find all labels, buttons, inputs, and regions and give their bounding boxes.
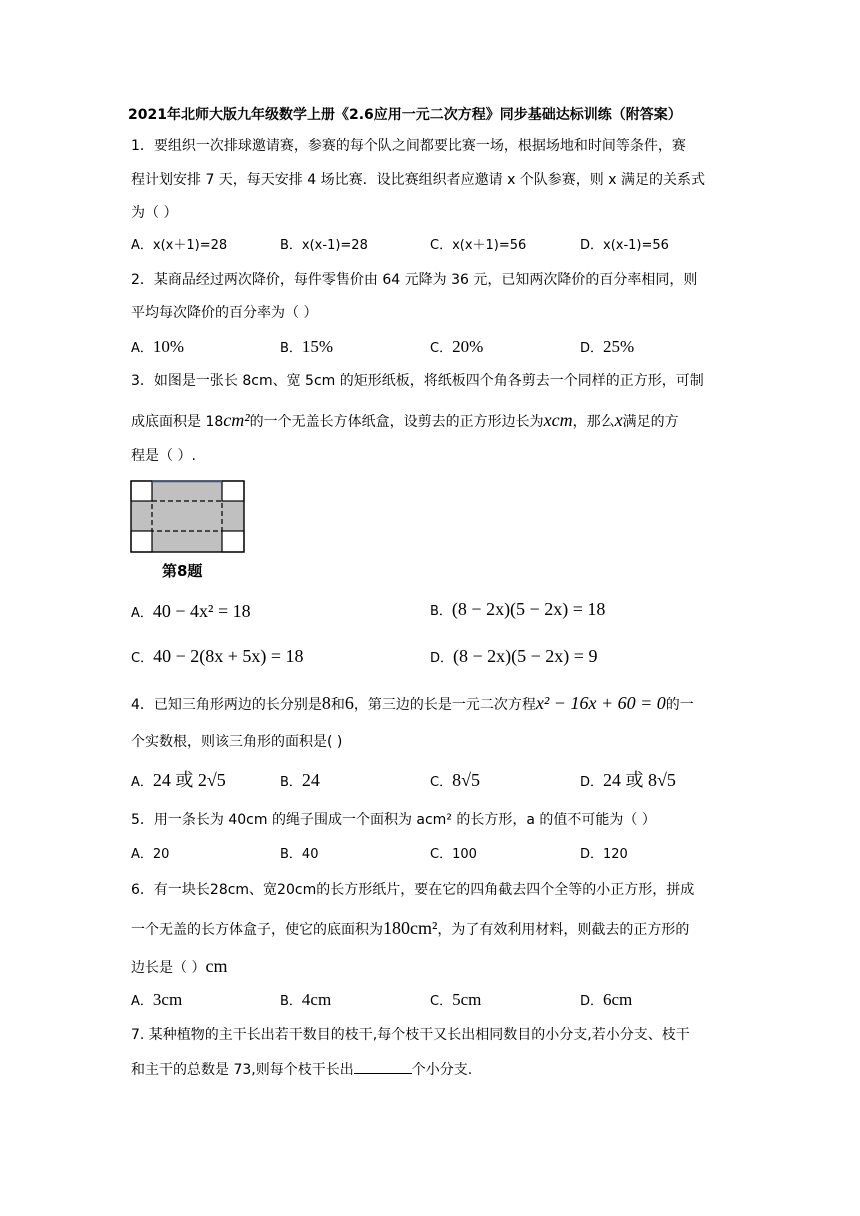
q3-option-d-equation: (8 − 2x)(5 − 2x) = 9 xyxy=(453,646,598,666)
q2-option-b-label: B． xyxy=(280,341,302,356)
q6-option-c xyxy=(430,990,481,1012)
q6-line1: 6．有一块长28cm、宽20cm的长方形纸片，要在它的四角截去四个全等的小正方形，拼成 xyxy=(131,882,695,898)
q6-line2-b: ，为了有效利用材料，则截去的正方形的 xyxy=(437,922,690,938)
q6-line2-a: 一个无盖的长方体盒子，使它的底面积为 xyxy=(131,922,383,938)
q4-n6: 6 xyxy=(344,693,354,713)
q2-option-c xyxy=(430,337,483,359)
q2-line1: 2．某商品经过两次降价，每件零售价由 64 元降为 36 元，已知两次降价的百分率相同，则 xyxy=(131,272,698,288)
q4-option-a-value: 24 或 2√5 xyxy=(152,770,226,790)
q4-line1-b: ，第三边的长是一元二次方程 xyxy=(353,697,536,713)
figure-corner-square xyxy=(131,531,152,552)
q4-option-c-value: 8√5 xyxy=(452,770,480,790)
q3-option-c-equation: 40 − 2(8x + 5x) = 18 xyxy=(153,646,304,666)
q3-figure-caption: 第8题 xyxy=(162,562,203,580)
q4-he: 和 xyxy=(330,697,345,713)
q4-option-b xyxy=(280,770,320,793)
q3-line1: 3．如图是一张长 8cm、宽 5cm 的矩形纸板，将纸板四个角各剪去一个同样的正方形，可制 xyxy=(131,373,704,389)
q4-option-a-label: A． xyxy=(131,775,153,790)
q2-option-d-value: 25% xyxy=(603,337,635,356)
q6-option-d-label: D． xyxy=(580,994,604,1009)
q6-line3 xyxy=(131,956,227,978)
q3-option-c xyxy=(131,646,304,669)
q7-answer-blank xyxy=(354,1059,412,1074)
q4-equation: x² − 16x + 60 = 0 xyxy=(535,693,666,713)
q4-option-d-label: D． xyxy=(580,775,604,790)
q6-option-b xyxy=(280,990,331,1012)
q2-option-a-value: 10% xyxy=(152,337,185,356)
q3-line2 xyxy=(131,410,679,432)
q7-line2-a: 和主干的总数是 73,则每个枝干长出 xyxy=(131,1062,354,1078)
q1-option-b: B．x(x-1)=28 xyxy=(280,238,368,253)
q6-option-d-value: 6cm xyxy=(603,990,633,1009)
q6-option-d xyxy=(580,990,632,1012)
q3-line2-a: 成底面积是 18 xyxy=(131,414,224,430)
q6-option-a-value: 3cm xyxy=(152,990,183,1009)
q3-line3: 程是（ ）. xyxy=(131,448,196,464)
q2-line2: 平均每次降价的百分率为（ ） xyxy=(131,305,318,321)
q3-line2-c: ，那么 xyxy=(572,414,615,430)
q1-option-a: A．x(x＋1)=28 xyxy=(131,238,228,253)
q3-option-d xyxy=(430,646,597,669)
q2-option-c-label: C． xyxy=(430,341,453,356)
q5-option-d: D．120 xyxy=(580,847,628,862)
q2-option-a-label: A． xyxy=(131,341,153,356)
q3-option-a-label: A． xyxy=(131,606,153,621)
q3-option-a xyxy=(131,601,251,624)
q5-option-c: C．100 xyxy=(430,847,477,862)
q4-option-c xyxy=(430,770,480,793)
q1-line3: 为（ ） xyxy=(131,205,178,221)
q6-area: 180cm² xyxy=(383,918,438,938)
q6-option-b-value: 4cm xyxy=(301,990,332,1009)
q4-line2: 个实数根，则该三角形的面积是( ) xyxy=(131,734,343,750)
q3-option-b-label: B． xyxy=(430,604,452,619)
q6-option-c-value: 5cm xyxy=(452,990,482,1009)
q4-option-d-value: 24 或 8√5 xyxy=(603,770,676,790)
q6-option-c-label: C． xyxy=(430,994,453,1009)
q4-option-c-label: C． xyxy=(430,775,453,790)
q1-option-c: C．x(x＋1)=56 xyxy=(430,238,527,253)
q4-line1-a: 4．已知三角形两边的长分别是 xyxy=(131,697,322,713)
q2-option-b xyxy=(280,337,333,359)
q7-line2-b: 个小分支. xyxy=(411,1062,473,1078)
q3-option-c-label: C． xyxy=(131,651,154,666)
q5-option-a: A．20 xyxy=(131,847,170,862)
q3-option-d-label: D． xyxy=(430,651,454,666)
q6-line2 xyxy=(131,918,689,940)
q1-line2: 程计划安排 7 天，每天安排 4 场比赛．设比赛组织者应邀请 x 个队参赛，则 x 满足的关系式 xyxy=(131,172,705,188)
q7-line2 xyxy=(131,1059,472,1080)
q4-option-b-value: 24 xyxy=(301,770,320,790)
q2-option-d-label: D． xyxy=(580,341,604,356)
q3-option-b xyxy=(430,599,605,622)
q3-option-a-equation: 40 − 4x² = 18 xyxy=(152,601,251,621)
q3-var-x: x xyxy=(614,410,623,430)
q3-unit-cm2: cm² xyxy=(223,410,250,430)
q3-line2-b: 的一个无盖长方体纸盒，设剪去的正方形边长为 xyxy=(249,414,544,430)
q4-option-b-label: B． xyxy=(280,775,302,790)
q4-option-a xyxy=(131,770,226,793)
q2-option-a xyxy=(131,337,184,359)
q2-option-c-value: 20% xyxy=(452,337,484,356)
q4-line1 xyxy=(131,693,694,715)
q6-option-b-label: B． xyxy=(280,994,302,1009)
figure-corner-square xyxy=(131,481,152,501)
q3-figure xyxy=(130,480,246,554)
q2-option-d xyxy=(580,337,634,359)
q4-line1-c: 的一 xyxy=(665,697,694,713)
q3-line2-d: 满足的方 xyxy=(622,414,679,430)
page-title: 2021年北师大版九年级数学上册《2.6应用一元二次方程》同步基础达标训练（附答案） xyxy=(128,107,682,123)
q4-option-d xyxy=(580,770,676,793)
q7-line1: 7. 某种植物的主干长出若干数目的枝干,每个枝干又长出相同数目的小分支,若小分支、枝干 xyxy=(131,1027,690,1043)
q6-line3-a: 边长是（ ） xyxy=(131,960,206,976)
figure-corner-square xyxy=(222,531,244,552)
q2-option-b-value: 15% xyxy=(301,337,334,356)
q6-line3-unit: cm xyxy=(205,956,228,976)
q1-option-d: D．x(x-1)=56 xyxy=(580,238,669,253)
q1-line1: 1．要组织一次排球邀请赛，参赛的每个队之间都要比赛一场，根据场地和时间等条件，赛 xyxy=(131,138,686,154)
q6-option-a xyxy=(131,990,182,1012)
q5-line1: 5．用一条长为 40cm 的绳子围成一个面积为 acm² 的长方形，a 的值不可能为（ ） xyxy=(131,812,656,828)
q3-option-b-equation: (8 − 2x)(5 − 2x) = 18 xyxy=(451,599,606,619)
q6-option-a-label: A． xyxy=(131,994,153,1009)
q4-n8: 8 xyxy=(321,693,331,713)
q3-var-xcm: xcm xyxy=(543,410,573,430)
q5-option-b: B．40 xyxy=(280,847,319,862)
figure-corner-square xyxy=(222,481,244,501)
